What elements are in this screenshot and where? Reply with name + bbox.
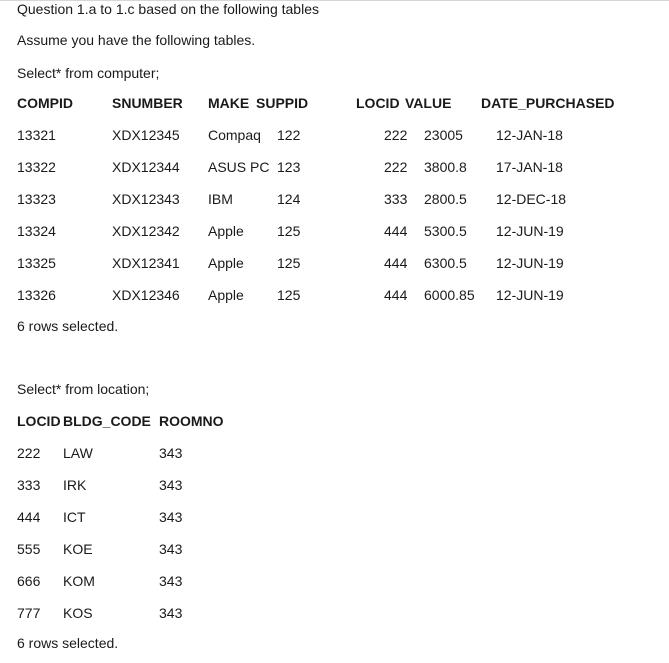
cell-date: 12-JAN-18: [496, 127, 563, 143]
cell-roomno: 343: [159, 445, 183, 461]
cell-value: 6000.85: [424, 287, 475, 303]
header-date-purchased: DATE_PURCHASED: [481, 95, 615, 111]
location-rows-selected: 6 rows selected.: [17, 635, 119, 651]
header-locid: LOCID: [356, 95, 400, 111]
header-bldg-code: BLDG_CODE: [63, 413, 151, 429]
cell-value: 23005: [424, 127, 463, 143]
cell-date: 12-JUN-19: [496, 255, 564, 271]
cell-compid: 13322: [17, 159, 56, 175]
cell-locid: 666: [17, 573, 41, 589]
cell-locid: 555: [17, 541, 41, 557]
cell-make: Apple: [208, 223, 244, 239]
cell-roomno: 343: [159, 509, 183, 525]
cell-snumber: XDX12341: [112, 255, 180, 271]
cell-roomno: 343: [159, 573, 183, 589]
cell-compid: 13321: [17, 127, 56, 143]
cell-compid: 13323: [17, 191, 56, 207]
cell-roomno: 343: [159, 605, 183, 621]
cell-suppid: 125: [277, 255, 301, 271]
cell-make: IBM: [208, 191, 233, 207]
cell-locid: 222: [384, 159, 408, 175]
cell-snumber: XDX12344: [112, 159, 180, 175]
cell-value: 6300.5: [424, 255, 467, 271]
cell-snumber: XDX12343: [112, 191, 180, 207]
cell-value: 2800.5: [424, 191, 467, 207]
cell-snumber: XDX12346: [112, 287, 180, 303]
cell-locid: 333: [384, 191, 408, 207]
cell-value: 3800.8: [424, 159, 467, 175]
cell-date: 17-JAN-18: [496, 159, 563, 175]
header-snumber: SNUMBER: [112, 95, 183, 111]
location-query: Select* from location;: [17, 381, 150, 397]
header-compid: COMPID: [17, 95, 73, 111]
cell-suppid: 122: [277, 127, 301, 143]
cell-locid: 444: [384, 255, 408, 271]
cell-suppid: 123: [277, 159, 301, 175]
cell-bldg-code: ICT: [63, 509, 86, 525]
cell-bldg-code: IRK: [63, 477, 87, 493]
cell-suppid: 124: [277, 191, 301, 207]
cell-date: 12-JUN-19: [496, 223, 564, 239]
cell-roomno: 343: [159, 477, 183, 493]
cell-date: 12-JUN-19: [496, 287, 564, 303]
cell-roomno: 343: [159, 541, 183, 557]
cell-make: Apple: [208, 255, 244, 271]
cell-locid: 444: [17, 509, 41, 525]
cell-locid: 777: [17, 605, 41, 621]
cell-date: 12-DEC-18: [496, 191, 567, 207]
cell-snumber: XDX12342: [112, 223, 180, 239]
cell-bldg-code: KOE: [63, 541, 93, 557]
cell-locid: 222: [17, 445, 41, 461]
cell-suppid: 125: [277, 223, 301, 239]
cell-compid: 13326: [17, 287, 56, 303]
cell-make: Compaq: [208, 127, 261, 143]
cell-bldg-code: KOS: [63, 605, 93, 621]
header-value: VALUE: [405, 95, 452, 111]
cell-locid: 222: [384, 127, 408, 143]
cell-locid: 444: [384, 223, 408, 239]
cell-compid: 13324: [17, 223, 56, 239]
cell-bldg-code: LAW: [63, 445, 93, 461]
intro-text: Assume you have the following tables.: [17, 32, 256, 48]
cell-locid: 444: [384, 287, 408, 303]
cell-snumber: XDX12345: [112, 127, 180, 143]
header-make: MAKE: [208, 95, 250, 111]
cell-bldg-code: KOM: [63, 573, 95, 589]
header-roomno: ROOMNO: [159, 413, 224, 429]
cell-suppid: 125: [277, 287, 301, 303]
header-suppid: SUPPID: [256, 95, 309, 111]
cell-make: ASUS PC: [208, 159, 270, 175]
cell-locid: 333: [17, 477, 41, 493]
cell-compid: 13325: [17, 255, 56, 271]
cell-value: 5300.5: [424, 223, 467, 239]
question-heading: Question 1.a to 1.c based on the following tables: [17, 1, 319, 17]
cell-make: Apple: [208, 287, 244, 303]
header-locid: LOCID: [17, 413, 61, 429]
computer-rows-selected: 6 rows selected.: [17, 318, 119, 334]
computer-query: Select* from computer;: [17, 65, 160, 81]
